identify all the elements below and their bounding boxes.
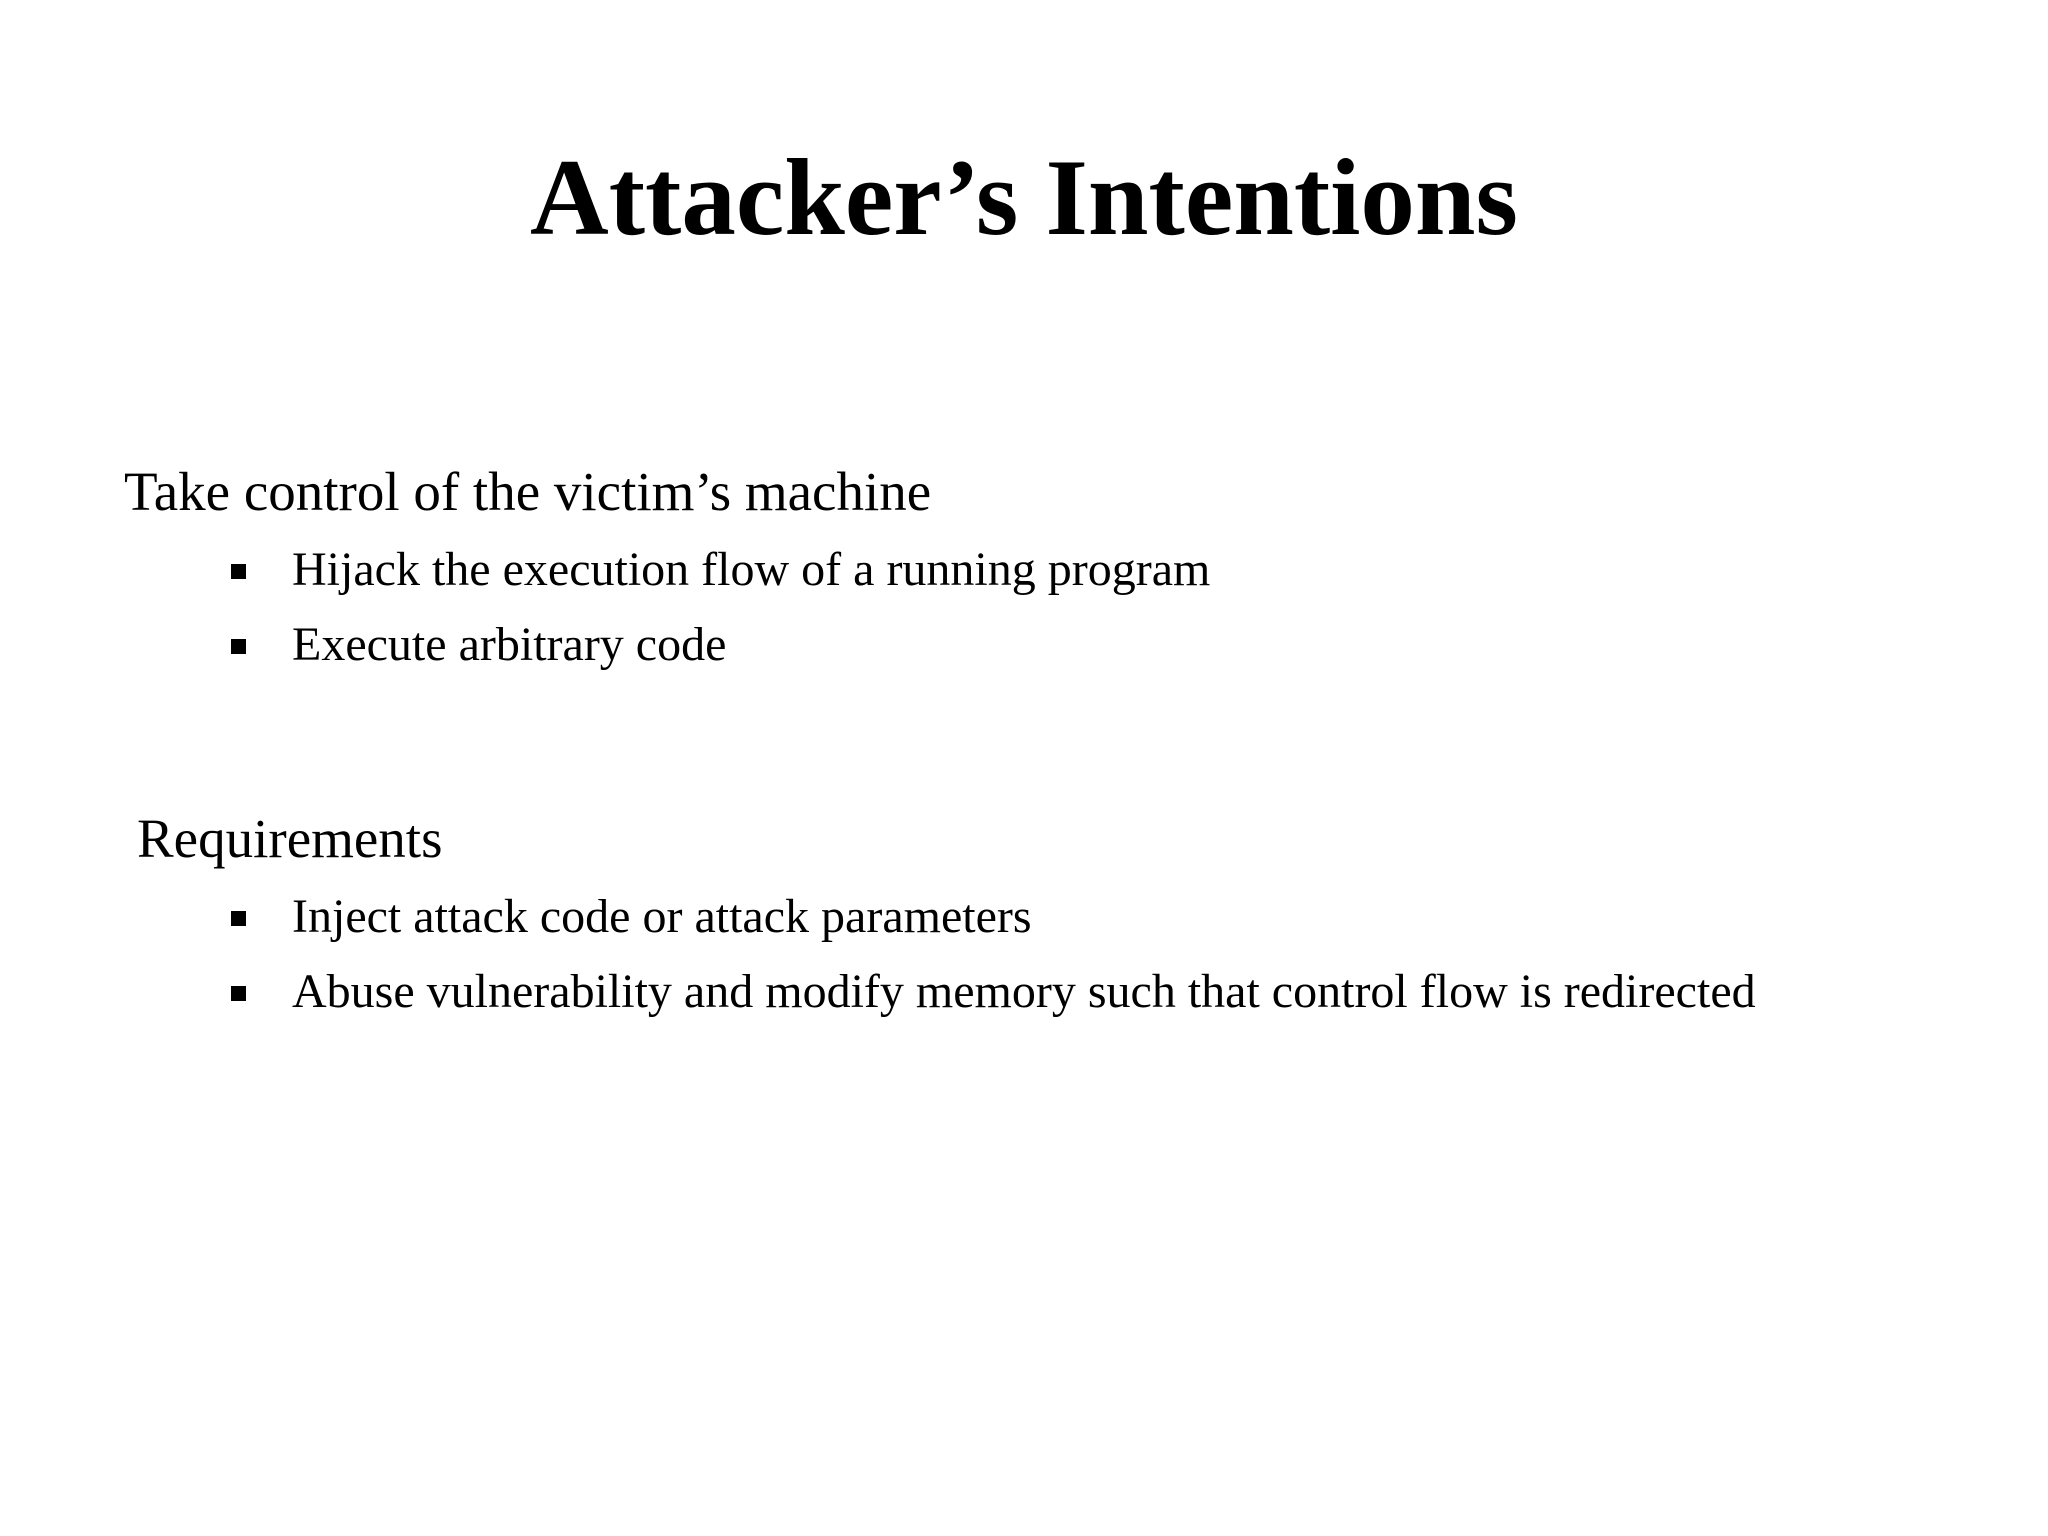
- square-bullet-icon: [231, 639, 246, 654]
- list-item: [0, 887, 2048, 947]
- section-heading: Take control of the victim’s machine: [124, 461, 932, 522]
- list-item: [0, 962, 2048, 1022]
- list-item: [0, 615, 2048, 675]
- section-heading: Requirements: [137, 808, 443, 869]
- square-bullet-icon: [231, 986, 246, 1001]
- slide-title: Attacker’s Intentions: [530, 137, 1518, 258]
- bullet-text: Inject attack code or attack parameters: [292, 890, 1032, 943]
- bullet-text: Abuse vulnerability and modify memory such that control flow is redirected: [292, 965, 1756, 1018]
- square-bullet-icon: [231, 564, 246, 579]
- list-item: [0, 540, 2048, 600]
- bullet-text: Hijack the execution flow of a running program: [292, 543, 1211, 596]
- square-bullet-icon: [231, 911, 246, 926]
- bullet-text: Execute arbitrary code: [292, 618, 727, 671]
